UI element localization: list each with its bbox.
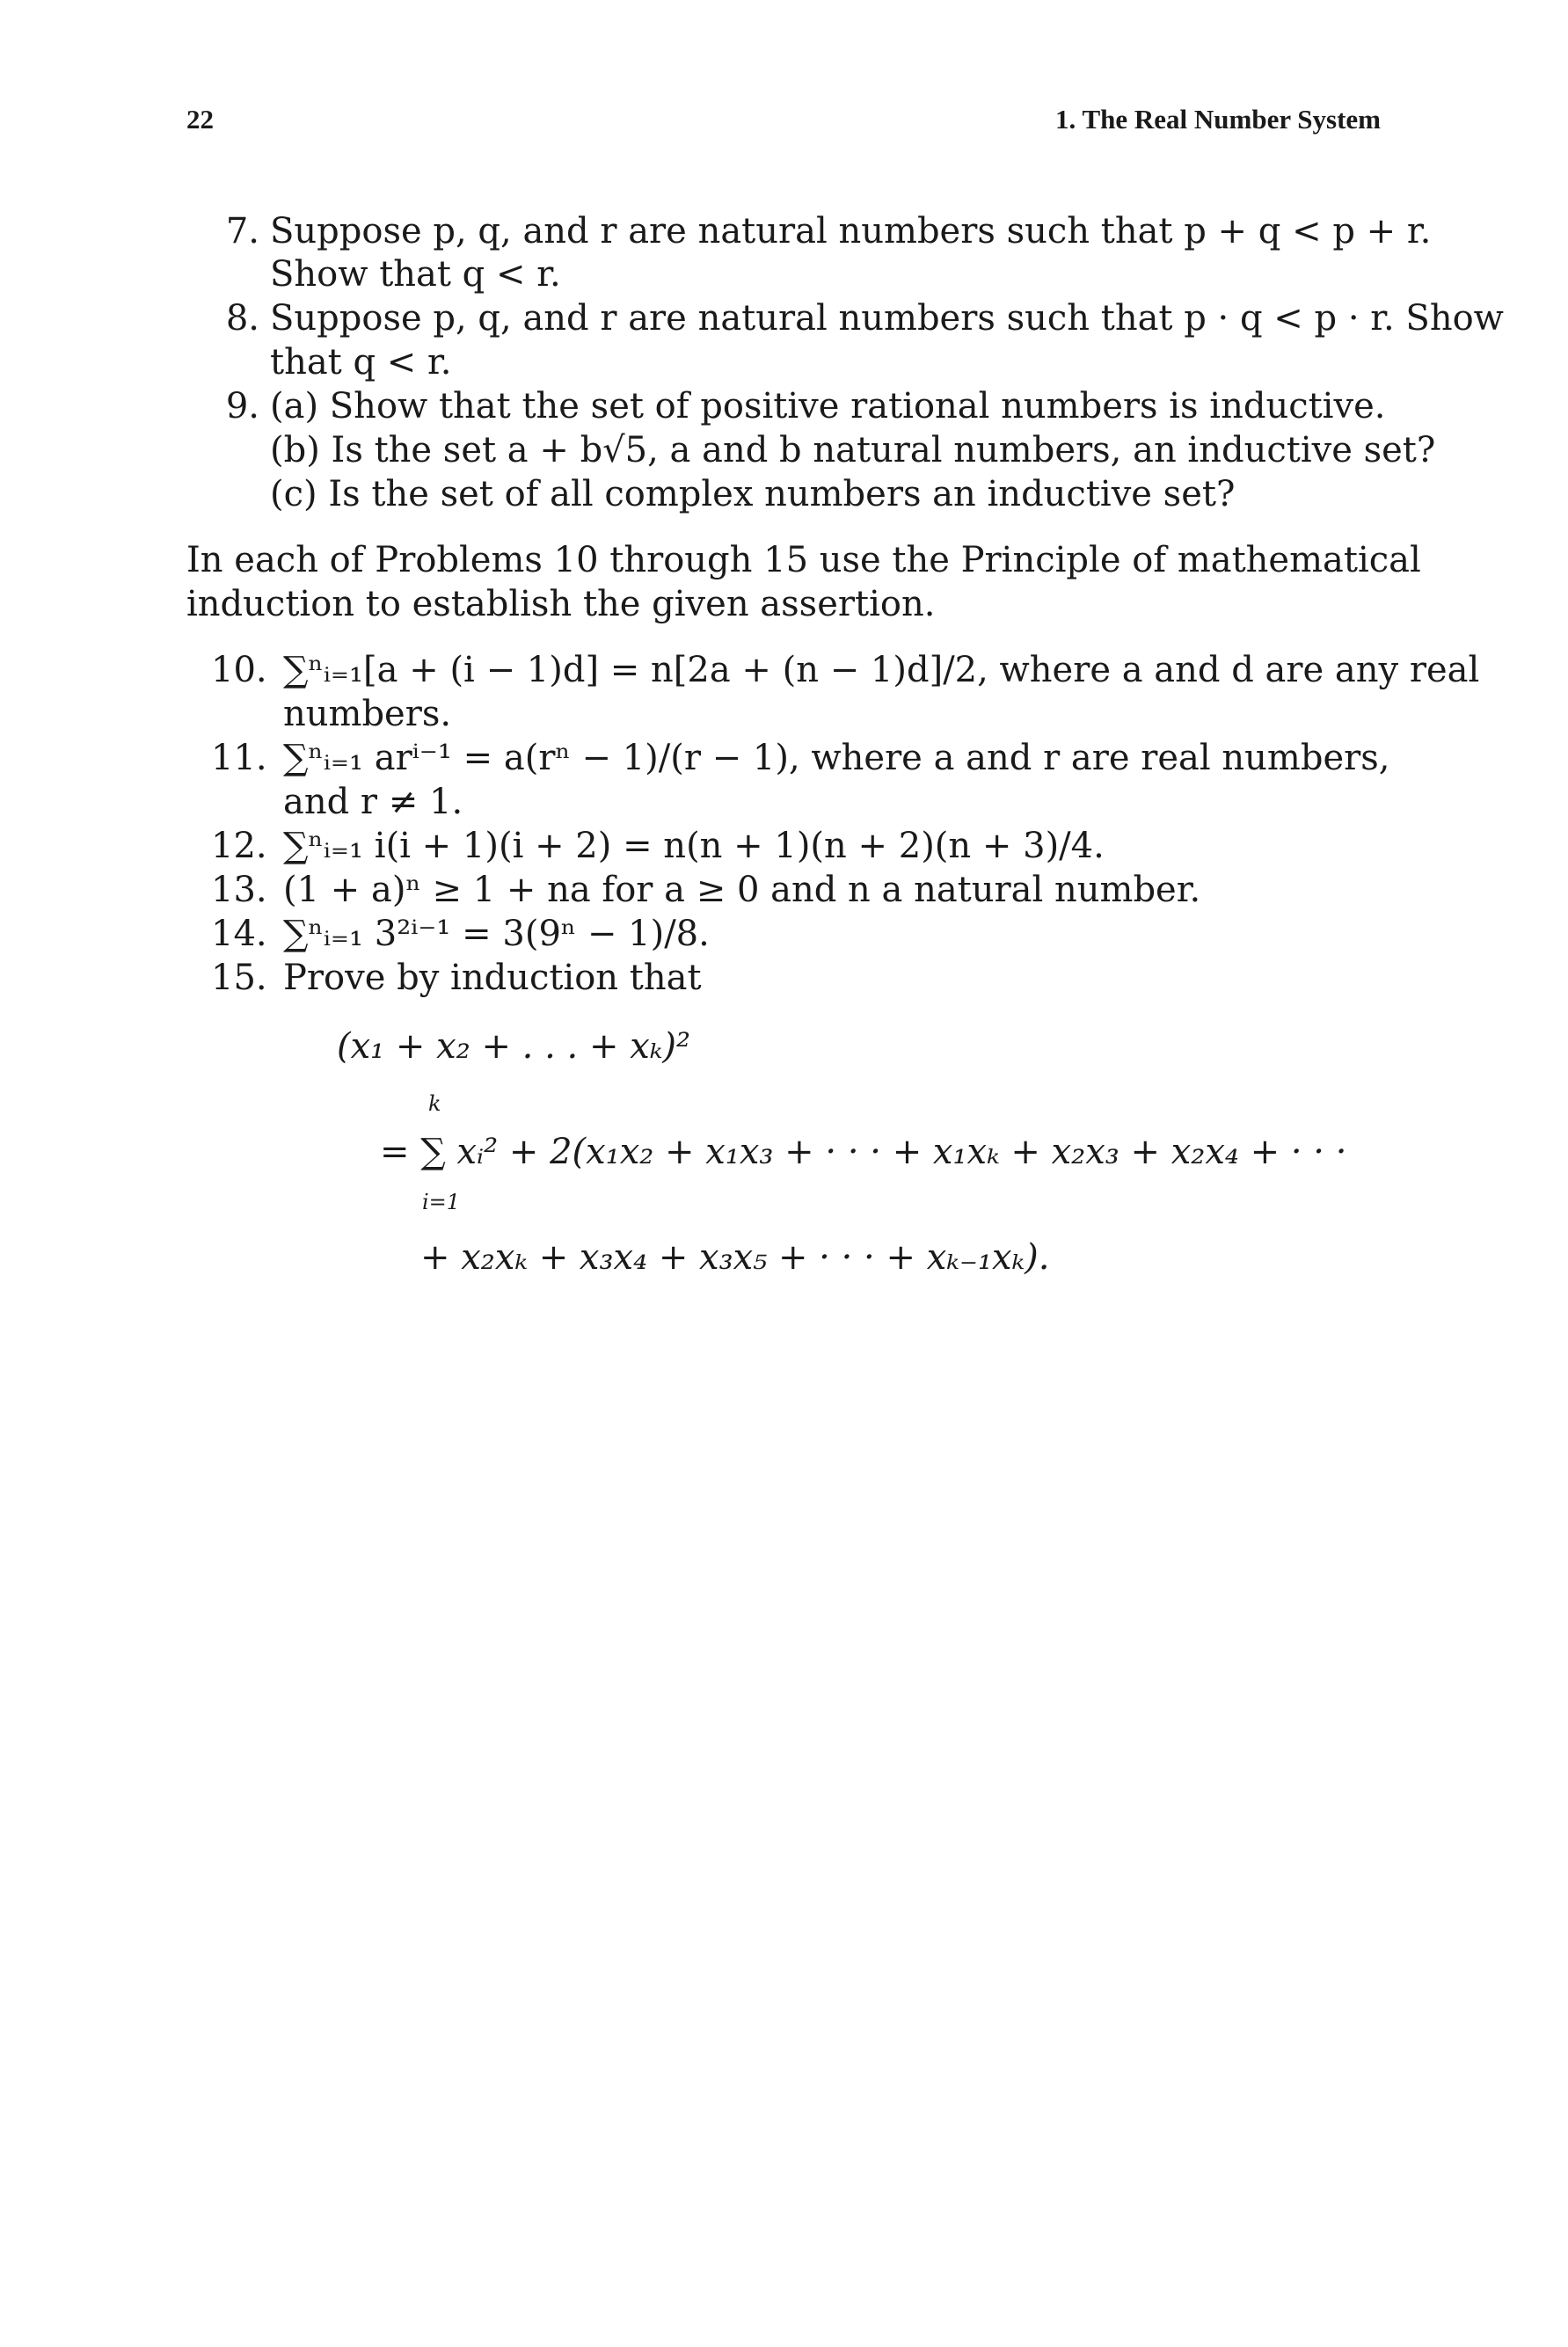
problem-13-number: 13.: [211, 870, 267, 910]
problem-9b: (b) Is the set a + b√5, a and b natural numbers, an inductive set?: [270, 430, 1436, 470]
display-eq-line1: (x₁ + x₂ + . . . + xₖ)²: [337, 1026, 690, 1067]
problem-7-line2: Show that q < r.: [270, 254, 561, 295]
page-number: 22: [186, 104, 214, 135]
problem-8-line1: Suppose p, q, and r are natural numbers such that p · q < p · r. Show: [270, 298, 1504, 339]
problem-12-line1: ∑ⁿᵢ₌₁ i(i + 1)(i + 2) = n(n + 1)(n + 2)(n + 3)/4.: [283, 826, 1105, 866]
problem-11-line1: ∑ⁿᵢ₌₁ arⁱ⁻¹ = a(rⁿ − 1)/(r − 1), where a and r are real numbers,: [283, 738, 1390, 778]
problem-8-line2: that q < r.: [270, 342, 452, 383]
problem-11-line2: and r ≠ 1.: [283, 782, 463, 822]
sum-upper-limit: k: [428, 1091, 441, 1116]
problem-8-number: 8.: [225, 298, 259, 339]
problem-15-line1: Prove by induction that: [283, 958, 702, 998]
display-eq-line2: = ∑ xᵢ² + 2(x₁x₂ + x₁x₃ + · · · + x₁xₖ + x₂x₃ + x₂x₄ + · · ·: [380, 1132, 1347, 1172]
problem-9-number: 9.: [225, 386, 259, 426]
running-head: 1. The Real Number System: [1055, 104, 1381, 135]
problem-13-line1: (1 + a)ⁿ ≥ 1 + na for a ≥ 0 and n a natural number.: [283, 870, 1201, 910]
problem-14-line1: ∑ⁿᵢ₌₁ 3²ⁱ⁻¹ = 3(9ⁿ − 1)/8.: [283, 914, 710, 954]
problem-7-number: 7.: [225, 211, 259, 251]
problem-9c: (c) Is the set of all complex numbers an inductive set?: [270, 474, 1236, 514]
display-eq-line3: + x₂xₖ + x₃x₄ + x₃x₅ + · · · + xₖ₋₁xₖ).: [420, 1237, 1050, 1278]
intro-line2: induction to establish the given assertion.: [186, 584, 936, 624]
problem-12-number: 12.: [211, 826, 267, 866]
problem-14-number: 14.: [211, 914, 267, 954]
problem-9a: (a) Show that the set of positive rational numbers is inductive.: [270, 386, 1386, 426]
problem-7-line1: Suppose p, q, and r are natural numbers such that p + q < p + r.: [270, 211, 1432, 251]
problem-11-number: 11.: [211, 738, 267, 778]
intro-line1: In each of Problems 10 through 15 use the Principle of mathematical: [186, 540, 1421, 580]
problem-15-number: 15.: [211, 958, 267, 998]
problem-10-line1: ∑ⁿᵢ₌₁[a + (i − 1)d] = n[2a + (n − 1)d]/2, where a and d are any real: [283, 650, 1480, 690]
problem-10-number: 10.: [211, 650, 267, 690]
sum-lower-limit: i=1: [422, 1190, 461, 1214]
problem-10-line2: numbers.: [283, 694, 452, 734]
